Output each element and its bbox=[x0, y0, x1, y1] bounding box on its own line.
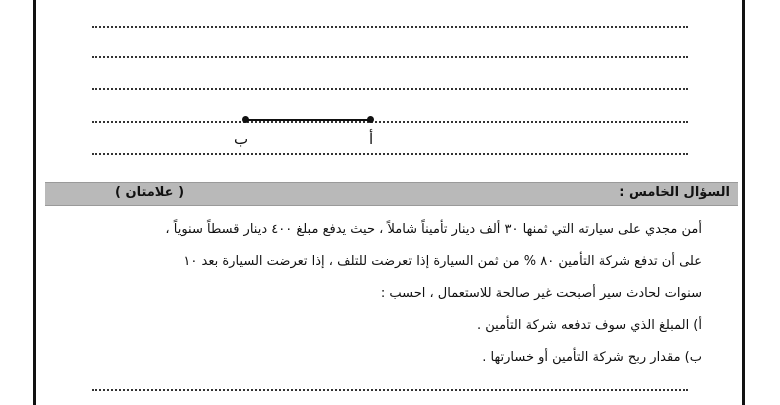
page-border-left bbox=[33, 0, 36, 405]
answer-line bbox=[92, 389, 688, 391]
answer-line bbox=[92, 56, 688, 58]
answer-line bbox=[92, 121, 688, 123]
question-title: السؤال الخامس : bbox=[619, 185, 730, 200]
answer-line bbox=[92, 153, 688, 155]
segment-label-a: أ bbox=[369, 130, 374, 148]
segment-point-a bbox=[367, 116, 374, 123]
line-segment bbox=[245, 119, 371, 121]
page-border-right bbox=[742, 0, 745, 405]
segment-label-b: ب bbox=[234, 130, 249, 148]
answer-line bbox=[92, 88, 688, 90]
question-text-line: أمن مجدي على سيارته التي ثمنها ٣٠ ألف دينار تأميناً شاملاً ، حيث يدفع مبلغ ٤٠٠ دينار قسطاً سنوياً ، bbox=[165, 222, 702, 237]
question-text-line: على أن تدفع شركة التأمين ٨٠ % من ثمن السيارة إذا تعرضت للتلف ، إذا تعرضت السيارة بعد ١٠ bbox=[183, 254, 702, 269]
question-header bbox=[45, 182, 738, 206]
answer-line bbox=[92, 26, 688, 28]
question-part-a: أ) المبلغ الذي سوف تدفعه شركة التأمين . bbox=[477, 318, 702, 333]
question-marks: ( علامتان ) bbox=[115, 185, 185, 200]
segment-point-b bbox=[242, 116, 249, 123]
question-part-b: ب) مقدار ربح شركة التأمين أو خسارتها . bbox=[482, 350, 702, 365]
question-text-line: سنوات لحادث سير أصبحت غير صالحة للاستعمال ، احسب : bbox=[380, 286, 702, 301]
